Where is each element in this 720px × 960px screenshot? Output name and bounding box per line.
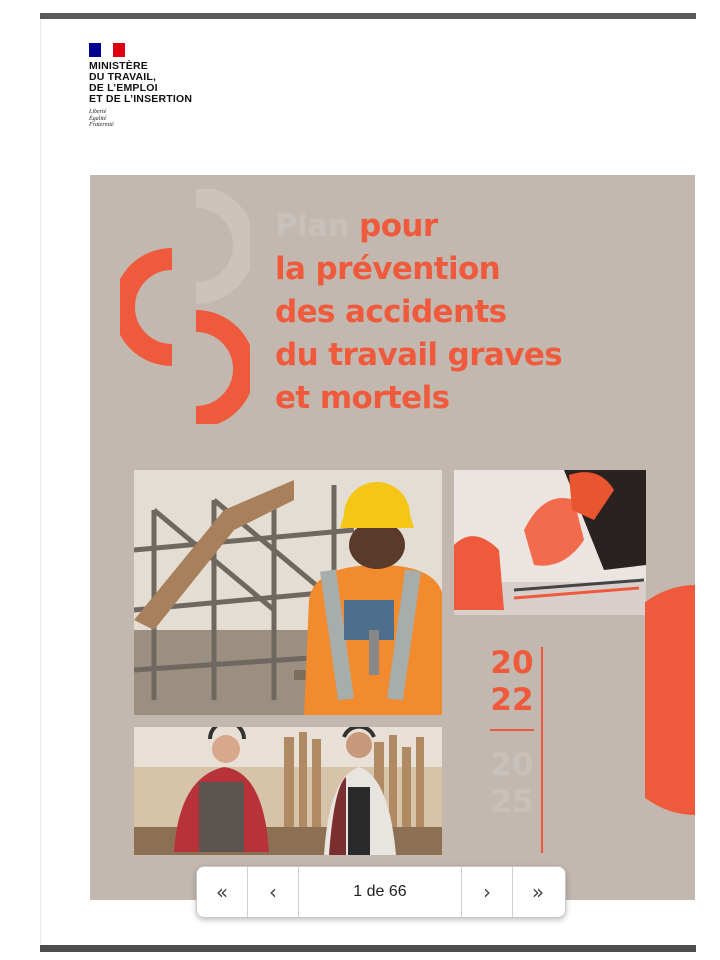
- cover-title: [275, 205, 562, 420]
- year-separator: [490, 729, 534, 731]
- next-page-button[interactable]: [462, 867, 513, 917]
- ministry-line: MINISTÈRE: [89, 60, 148, 72]
- year-start-bottom: 22: [490, 682, 534, 718]
- ministry-name: [89, 61, 192, 105]
- page-indicator[interactable]: 1 de 66: [299, 867, 462, 917]
- republic-motto: [89, 109, 192, 129]
- carpentry-workers-photo: [134, 727, 442, 855]
- year-end-top: 20: [490, 747, 534, 783]
- ministry-line: DU TRAVAIL,: [89, 71, 157, 83]
- pdf-page: [40, 19, 695, 945]
- worker-scaffolding-photo: [134, 470, 442, 715]
- year-vertical-rule: [541, 647, 543, 853]
- chevron-left-icon: ‹: [269, 880, 277, 904]
- title-line: pour: [359, 208, 438, 244]
- double-chevron-right-icon: »: [531, 880, 545, 904]
- title-line: et mortels: [275, 380, 450, 416]
- viewer-bottom-edge: [40, 945, 696, 952]
- motto-line: Liberté: [89, 109, 107, 115]
- year-range: [486, 645, 538, 821]
- first-page-button[interactable]: [197, 867, 248, 917]
- ministry-logo: [89, 43, 192, 129]
- cover-panel: [90, 175, 695, 900]
- previous-page-button[interactable]: [248, 867, 299, 917]
- chevron-right-icon: ›: [483, 880, 491, 904]
- title-ghost-word: Plan: [275, 208, 349, 244]
- ministry-line: ET DE L’INSERTION: [89, 93, 193, 105]
- title-line: la prévention: [275, 251, 501, 287]
- year-start-top: 20: [490, 645, 534, 681]
- double-chevron-left-icon: «: [215, 880, 229, 904]
- safety-gloves-photo: [454, 470, 646, 615]
- last-page-button[interactable]: [513, 867, 563, 917]
- decorative-half-circle: [645, 585, 695, 815]
- motto-line: Égalité: [89, 115, 107, 122]
- year-end-bottom: 25: [490, 784, 534, 820]
- ministry-line: DE L’EMPLOI: [89, 82, 158, 94]
- french-flag-icon: [89, 43, 125, 57]
- title-line: du travail graves: [275, 337, 563, 373]
- plan-emblem-icon: [120, 189, 250, 424]
- motto-line: Fraternité: [89, 122, 114, 128]
- title-line: des accidents: [275, 294, 507, 330]
- pagination-bar: [196, 866, 566, 918]
